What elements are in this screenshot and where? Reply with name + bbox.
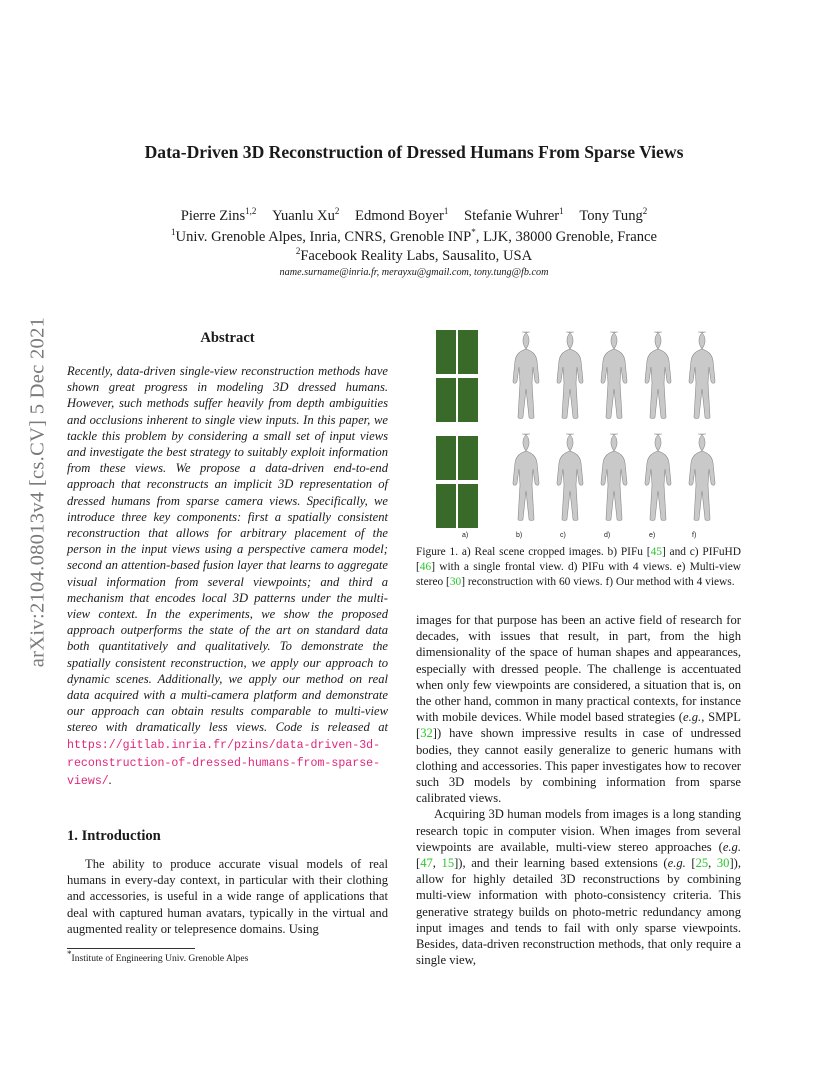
mesh-reconstruction [513,332,539,419]
affiliation-1: $^1$Univ. Grenoble Alpes, Inria, CNRS, Grenoble INP*, LJK, 38000 Grenoble, France [171,227,657,245]
author-list [60,208,768,225]
figure-label: f) [692,532,697,539]
author: Tony Tung$^2$ [579,206,648,224]
figure-caption: Figure 1. a) Real scene cropped images. b) PIFu [45] and c) PIFuHD [46] with a single frontal view. d) PIFu with 4 views. e) Multi-view stereo [30] reconstruction with 60 views. f) Our method with 4 views. [416,546,741,588]
citation-link[interactable]: 30 [449,576,462,588]
input-photo [458,436,478,480]
mesh-reconstruction [645,434,671,521]
mesh-reconstruction [513,434,539,521]
mesh-reconstruction [689,332,715,419]
figure-label: d) [604,532,611,539]
abstract-heading: Abstract [200,330,255,346]
author: Stefanie Wuhrer$^1$ [463,206,564,224]
paper-title: Data-Driven 3D Reconstruction of Dressed Humans From Sparse Views [144,142,684,162]
citation-link[interactable]: 30 [716,856,730,871]
figure-label: c) [560,532,566,539]
intro-paragraph: The ability to produce accurate visual models of real humans in every-day context, in particular with their clothing and accessories, is useful in a wide range of applications that deal with captured human avatars, typically in the virtual and augmented reality or telepresence domains. Using [67,857,388,936]
input-photo [436,378,456,422]
citation-link[interactable]: 46 [419,561,432,573]
reconstructions [513,332,715,521]
author: Pierre Zins$^{1,2}$ [180,206,257,224]
input-photo [458,330,478,374]
author: Edmond Boyer$^1$ [355,206,449,224]
footnote: *Institute of Engineering Univ. Grenoble Alpes [67,948,249,964]
input-photo [458,484,478,528]
citation-link[interactable]: 32 [420,726,433,741]
citation-link[interactable]: 45 [650,546,662,558]
mesh-reconstruction [689,434,715,521]
input-photos [436,330,478,528]
input-photo [436,436,456,480]
mesh-reconstruction [557,434,583,521]
right-column-body [416,612,741,968]
input-photo [436,330,456,374]
mesh-reconstruction [601,434,627,521]
figure-label: e) [649,532,656,539]
citation-link[interactable]: 15 [441,856,455,871]
figure-1 [436,328,726,540]
citation-link[interactable]: 25 [695,856,709,871]
author-emails: name.surname@inria.fr, merayxu@gmail.com, tony.tung@fb.com [279,267,549,278]
code-link[interactable]: https://gitlab.inria.fr/pzins/data-driven-3d-reconstruction-of-dressed-humans-from-sparse-views/ [67,738,381,789]
arxiv-stamp [28,292,48,692]
input-photo [436,484,456,528]
footnote-divider [67,948,195,949]
section-heading-introduction: 1. Introduction [67,828,161,844]
mesh-reconstruction [601,332,627,419]
figure-label: b) [516,532,523,539]
abstract-body: Recently, data-driven single-view reconstruction methods have shown great progress in modeling 3D dressed humans. However, such methods suffer heavily from depth ambiguities and occlusions inherent to single view inputs. In this paper, we tackle this problem by considering a small set of input views and investigate the best strategy to suitably exploit information from these views. We propose a data-driven end-to-end approach that reconstructs an implicit 3D representation of dressed humans from sparse camera views. Specifically, we introduce three key components: first a spatially consistent reconstruction that allows for arbitrary placement of the person in the input views using a perspective camera model; second an attention-based fusion layer that learns to aggregate visual information from several viewpoints; and third a mechanism that encodes local 3D patterns under the multi-view context. In the experiments, we show the proposed approach outperforms the state of the art on standard data both quantitatively and qualitatively. To demonstrate the spatially consistent reconstruction, we apply our approach to dynamic scenes. Additionally, we apply our method on real data acquired with a multi-camera platform and demonstrate our approach can obtain results comparable to multi-view stereo with dramatically less views. Code is released at https://gitlab.inria.fr/pzins/data-driven-3d-reconstruction-of-dressed-humans-from-sparse-views/. [67,364,388,789]
author: Yuanlu Xu$^2$ [272,206,340,224]
arxiv-stamp-text: arXiv:2104.08013v4 [cs.CV] 5 Dec 2021 [26,316,49,668]
input-photo [458,378,478,422]
citation-link[interactable]: 47 [420,856,433,871]
mesh-reconstruction [645,332,671,419]
mesh-reconstruction [557,332,583,419]
body-paragraph: images for that purpose has been an active field of research for decades, with issues that result, in part, from the high dimensionality of the space of human shapes and appearances, especially with dressed people. The challenge is accentuated when only few viewpoints are considered, a situation that is, on the other hand, common in many practical contexts, for instance with mobile devices. While model based strategies (e.g., SMPL [32]) have shown impressive results in case of undressed bodies, they cannot easily generalize to generic humans with clothing and accessories. This paper investigates how to recover such 3D models by combining information from sparse calibrated views. [416,613,742,806]
body-paragraph: Acquiring 3D human models from images is a long standing research topic in computer vision. When images from several viewpoints are available, multi-view stereo approaches (e.g. [47, 15]), and their learning based extensions (e.g. [25, 30]), allow for highly detailed 3D reconstructions by combining multi-view information with photo-consistency criteria. This generative strategy builds on photo-metric redundancy among input images and tends to fail with only sparse viewpoints. Besides, data-driven reconstruction methods, that only require a single view, [416,807,742,968]
affiliation-2: $^2$Facebook Reality Labs, Sausalito, USA [295,246,533,264]
figure-label: a) [462,532,469,539]
